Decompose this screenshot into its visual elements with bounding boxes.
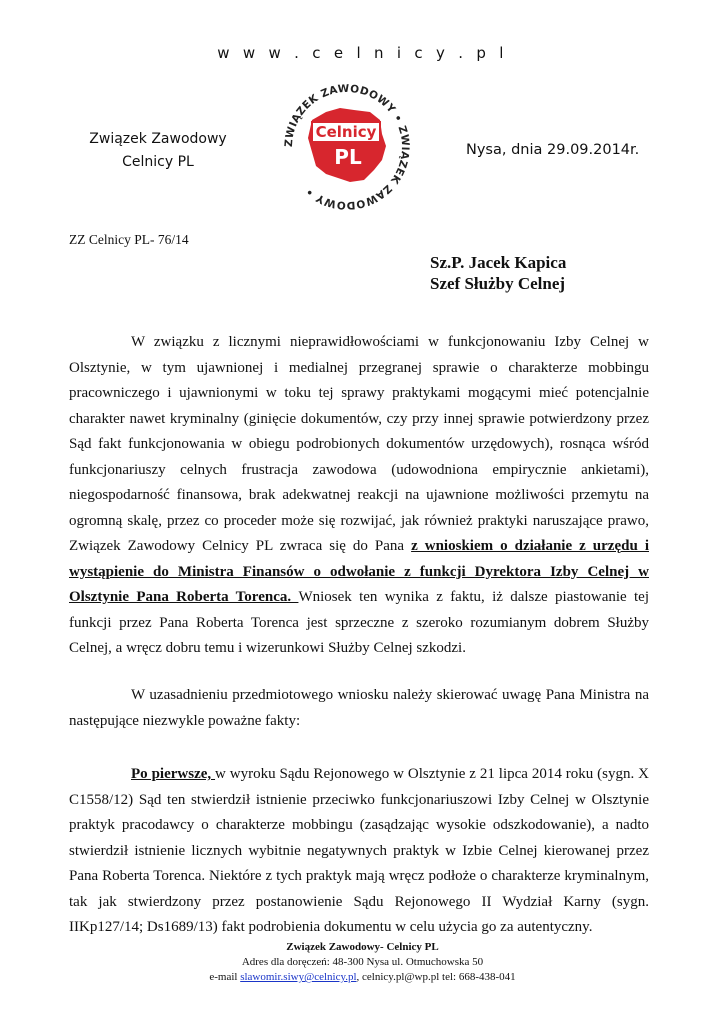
logo-word-pl: PL [334, 145, 362, 169]
sender-organization [58, 128, 258, 174]
body-paragraph-3 [69, 762, 649, 941]
logo-word-celnicy: Celnicy [315, 123, 377, 141]
paragraph-1-text-end: Wniosek ten wynika z faktu, iż dalsze piastowanie tej funkcji przez Pana Roberta Torenca jest sprzeczne z szeroko rozumianym dobrem Służby Celnej, a wręcz dobru temu i wizerunkowi Służby Celnej szkodzi. [69, 589, 649, 656]
sender-line-2: Celnicy PL [122, 154, 194, 170]
paragraph-3-text: w wyroku Sądu Rejonowego w Olsztynie z 21 lipca 2014 roku (sygn. X C1558/12) Sąd ten stwierdził istnienie przeciwko funkcjonariuszowi Izby Celnej w Olsztynie praktyk pracodawcy o charakterze mobbingu (zasądzając wysokie odszkodowanie), a nadto stwierdził istnienie licznych wybitnie negatywnych praktyk w Izbie Celnej kierowanej przez Pana Roberta Torenca. Niektóre z tych praktyk mają wręcz podłoże o charakterze kryminalnym, tak jak stwierdzony przez postanowienie Sądu Rejonowego II Wydział Karny (sygn. IIKp127/14; Ds1689/13) fakt podrobienia dokumentu w celu użycia go za autentyczny. [69, 766, 649, 935]
footer-organization: Związek Zawodowy- Celnicy PL [286, 941, 439, 953]
logo-ring-text: ZWIĄZEK ZAWODOWY • ZWIĄZEK ZAWODOWY • [282, 82, 412, 212]
footer-email-label: e-mail [209, 971, 241, 983]
sender-line-1: Związek Zawodowy [89, 131, 227, 147]
body-paragraph-1 [69, 330, 649, 662]
letter-date: Nysa, dnia 29.09.2014r. [466, 142, 640, 158]
union-logo [282, 82, 412, 212]
paragraph-1-text: W związku z licznymi nieprawidłowościami w funkcjonowaniu Izby Celnej w Olsztynie, w tym ujawnionej i medialnej przegranej sprawie o charakterze mobbingu pracowniczego i ujawnionymi w toku tej sprawy praktykami mogącymi mieć potencjalnie charakter nawet kryminalny (ginięcie dokumentów, czy przy innej sprawie potwierdzony przez Sąd fakt funkcjonowania w obiegu podrobionych dokumentów urzędowych), rosnąca wśród funkcjonariuszy celnych frustracja zawodowa (udowodniona empirycznie ankietami), niegospodarność finansowa, brak adekwatnej reakcji na ujawnione możliwości przemytu na ogromną skalę, przez co proceder może się rozwijać, jak również praktyki naruszające prawo, Związek Zawodowy Celnicy PL zwraca się do Pana [69, 334, 649, 554]
recipient-block [430, 252, 566, 294]
reference-number: ZZ Celnicy PL- 76/14 [69, 232, 189, 247]
footer-contact-rest: , celnicy.pl@wp.pl tel: 668-438-041 [356, 971, 516, 983]
footer [0, 940, 725, 985]
website-address: w w w . c e l n i c y . p l [217, 44, 508, 62]
paragraph-3-lead: Po pierwsze, [131, 766, 216, 782]
paragraph-1-request: z wnioskiem o działanie z urzędu i wystąpienie do Ministra Finansów o odwołanie z funkcji Dyrektora Izby Celnej w Olsztynie Pana Roberta Torenca. [69, 538, 649, 605]
body-paragraph-2: W uzasadnieniu przedmiotowego wniosku należy skierować uwagę Pana Ministra na następujące niezwykle poważne fakty: [69, 687, 649, 729]
recipient-title: Szef Służby Celnej [430, 274, 566, 293]
footer-email-link[interactable]: slawomir.siwy@celnicy.pl [240, 971, 357, 983]
footer-address: Adres dla doręczeń: 48-300 Nysa ul. Otmuchowska 50 [241, 956, 484, 968]
recipient-name: Sz.P. Jacek Kapica [430, 253, 567, 272]
footer-contact [0, 970, 725, 985]
